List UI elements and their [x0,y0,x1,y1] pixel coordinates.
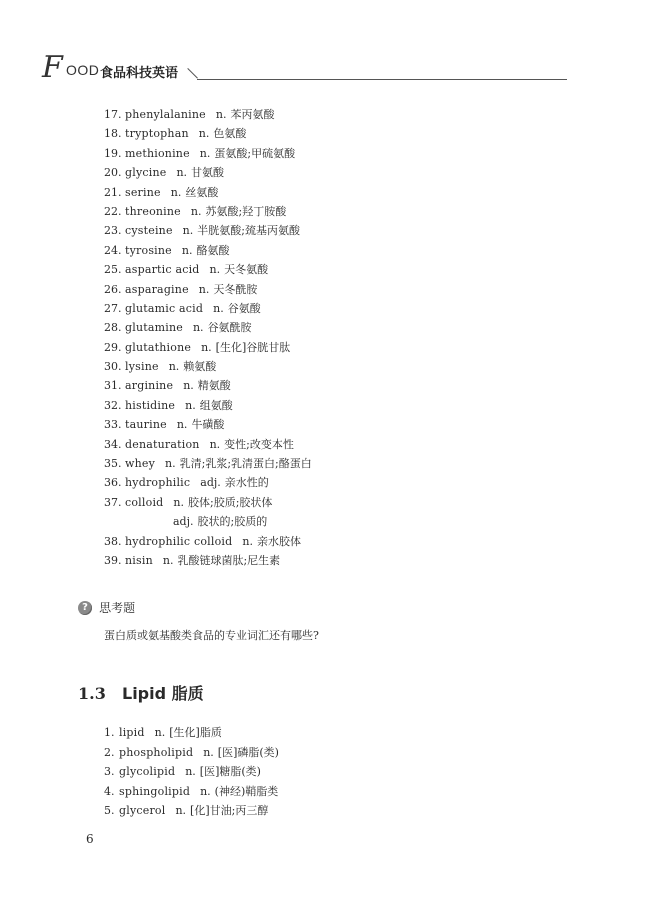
vocab-item: 19. methionine n. 蛋氨酸;甲硫氨酸 [104,146,296,160]
vocab-item: 37. colloid n. 胶体;胶质;胶状体 [104,495,273,509]
vocab-item: 38. hydrophilic colloid n. 亲水胶体 [104,534,301,548]
header-rule [197,79,567,80]
amino-acid-vocabulary-list [104,105,312,570]
vocab-item: 25. aspartic acid n. 天冬氨酸 [104,263,269,277]
vocab-item: 17. phenylalanine n. 苯丙氨酸 [104,108,275,121]
vocab-item: 32. histidine n. 组氨酸 [104,398,233,412]
think-question-heading [78,598,135,616]
vocab-item: 2. phospholipid n. [医]磷脂(类) [104,745,279,759]
vocab-item: 26. asparagine n. 天冬酰胺 [104,282,258,296]
lipid-vocabulary-list [104,723,279,821]
vocab-item: 30. lysine n. 赖氨酸 [104,360,217,374]
vocab-item: 31. arginine n. 精氨酸 [104,379,231,393]
vocab-item: 20. glycine n. 甘氨酸 [104,166,225,180]
think-question-text: 蛋白质或氨基酸类食品的专业词汇还有哪些? [104,629,319,642]
vocab-item: 22. threonine n. 苏氨酸;羟丁胺酸 [104,204,287,218]
vocab-item: 4. sphingolipid n. (神经)鞘脂类 [104,784,279,798]
vocab-item: 24. tyrosine n. 酪氨酸 [104,243,230,257]
vocab-item-continuation: adj. 胶状的;胶质的 [173,515,268,529]
vocab-item: 28. glutamine n. 谷氨酰胺 [104,321,252,335]
vocab-item: 3. glycolipid n. [医]糖脂(类) [104,765,261,778]
question-mark-icon: ? [78,601,92,615]
vocab-item: 1. lipid n. [生化]脂质 [104,726,222,739]
running-header [42,52,572,86]
vocab-item: 5. glycerol n. [化]甘油;丙三醇 [104,804,269,817]
section-number: 1.3 [78,684,106,703]
logo-text: OOD [66,62,100,78]
vocab-item: 35. whey n. 乳清;乳浆;乳清蛋白;酪蛋白 [104,457,312,471]
vocab-item: 27. glutamic acid n. 谷氨酸 [104,301,261,315]
page-number: 6 [86,832,94,846]
vocab-item: 18. tryptophan n. 色氨酸 [104,127,247,141]
vocab-item: 39. nisin n. 乳酸链球菌肽;尼生素 [104,553,281,567]
vocab-item: 36. hydrophilic adj. 亲水性的 [104,476,269,490]
vocab-item: 34. denaturation n. 变性;改变本性 [104,437,294,451]
vocab-item: 33. taurine n. 牛磺酸 [104,418,225,432]
book-title: 食品科技英语 [100,66,179,81]
logo-initial: F [42,50,63,85]
section-title: Lipid 脂质 [122,684,204,703]
vocab-item: 29. glutathione n. [生化]谷胱甘肽 [104,340,291,354]
section-heading [78,683,204,705]
think-label: 思考题 [99,600,136,615]
vocab-item: 23. cysteine n. 半胱氨酸;巯基丙氨酸 [104,224,300,238]
vocab-item: 21. serine n. 丝氨酸 [104,185,219,199]
header-slant-rule [187,68,198,79]
